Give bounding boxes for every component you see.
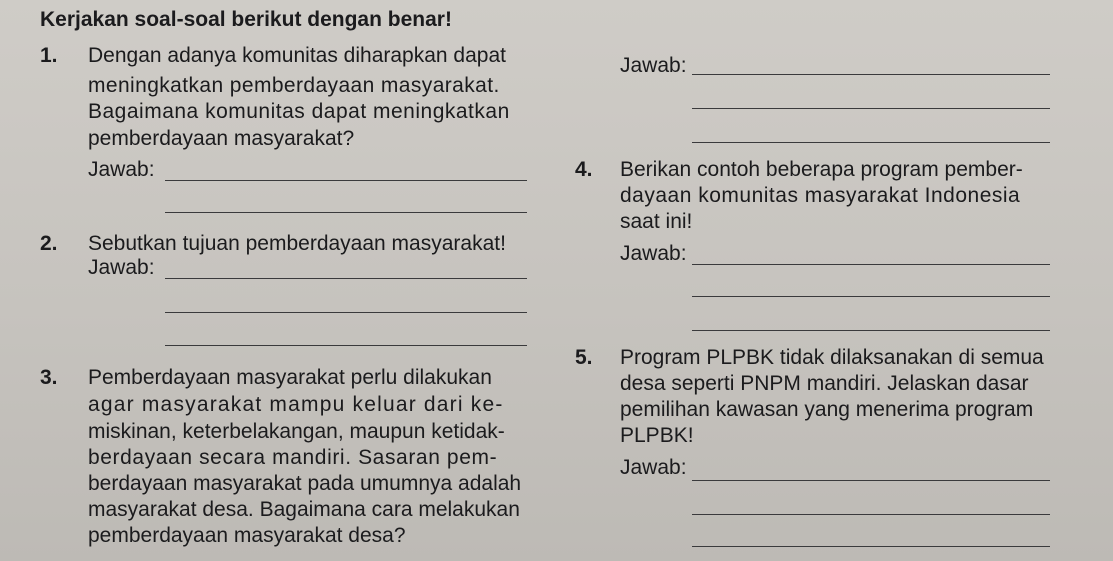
question-1-text-line: pemberdayaan masyarakat? (88, 127, 355, 150)
right-column-answer-label: Jawab: (620, 54, 687, 77)
question-5-text-line: pemilihan kawasan yang menerima program (620, 398, 1034, 421)
question-1-answer-line[interactable] (165, 180, 527, 181)
question-5-number: 5. (575, 346, 593, 369)
question-4-answer-line[interactable] (692, 264, 1050, 265)
question-1-number: 1. (40, 44, 58, 67)
question-2-answer-line[interactable] (165, 345, 527, 346)
question-3-text-line: agar masyarakat mampu keluar dari ke- (88, 393, 504, 416)
question-3-number: 3. (40, 366, 58, 389)
question-5-answer-label: Jawab: (620, 456, 687, 479)
question-4-text-line: Berikan contoh beberapa program pember- (620, 158, 1023, 181)
question-2-answer-line[interactable] (165, 312, 527, 313)
question-1-text-line: Dengan adanya komunitas diharapkan dapat (88, 44, 506, 67)
question-2-answer-line[interactable] (165, 278, 527, 279)
question-5-answer-line[interactable] (692, 546, 1050, 547)
question-4-number: 4. (575, 158, 593, 181)
question-5-answer-line[interactable] (692, 514, 1050, 515)
question-1-answer-label: Jawab: (88, 158, 155, 181)
question-3-text-line: berdayaan masyarakat pada umumnya adalah (88, 472, 522, 495)
question-4-answer-label: Jawab: (620, 242, 687, 265)
question-5-text-line: Program PLPBK tidak dilaksanakan di semua (620, 346, 1044, 369)
question-5-answer-line[interactable] (692, 480, 1050, 481)
question-2-number: 2. (40, 232, 58, 255)
question-2-answer-label: Jawab: (88, 256, 155, 279)
question-3-text-line: miskinan, keterbelakangan, maupun ketidak- (88, 420, 505, 443)
worksheet-title: Kerjakan soal-soal berikut dengan benar! (40, 8, 452, 31)
question-1-text-line: meningkatkan pemberdayaan masyarakat. (88, 74, 500, 97)
question-3-text-line: pemberdayaan masyarakat desa? (88, 524, 406, 547)
question-4-answer-line[interactable] (692, 296, 1050, 297)
question-5-text-line: desa seperti PNPM mandiri. Jelaskan dasar (620, 372, 1029, 395)
question-3-text-line: masyarakat desa. Bagaimana cara melakukan (88, 498, 520, 521)
question-3-text-line: berdayaan secara mandiri. Sasaran pem- (88, 446, 498, 469)
question-4-text-line: saat ini! (620, 210, 693, 233)
question-1-answer-line[interactable] (165, 212, 527, 213)
right-column-answer-line[interactable] (692, 142, 1050, 143)
question-3-text-line: Pemberdayaan masyarakat perlu dilakukan (88, 366, 492, 389)
question-2-text-line: Sebutkan tujuan pemberdayaan masyarakat! (88, 232, 506, 255)
question-1-text-line: Bagaimana komunitas dapat meningkatkan (88, 100, 510, 123)
question-4-answer-line[interactable] (692, 330, 1050, 331)
question-5-text-line: PLPBK! (620, 424, 694, 447)
right-column-answer-line[interactable] (692, 108, 1050, 109)
question-4-text-line: dayaan komunitas masyarakat Indonesia (620, 184, 1021, 207)
right-column-answer-line[interactable] (692, 74, 1050, 75)
